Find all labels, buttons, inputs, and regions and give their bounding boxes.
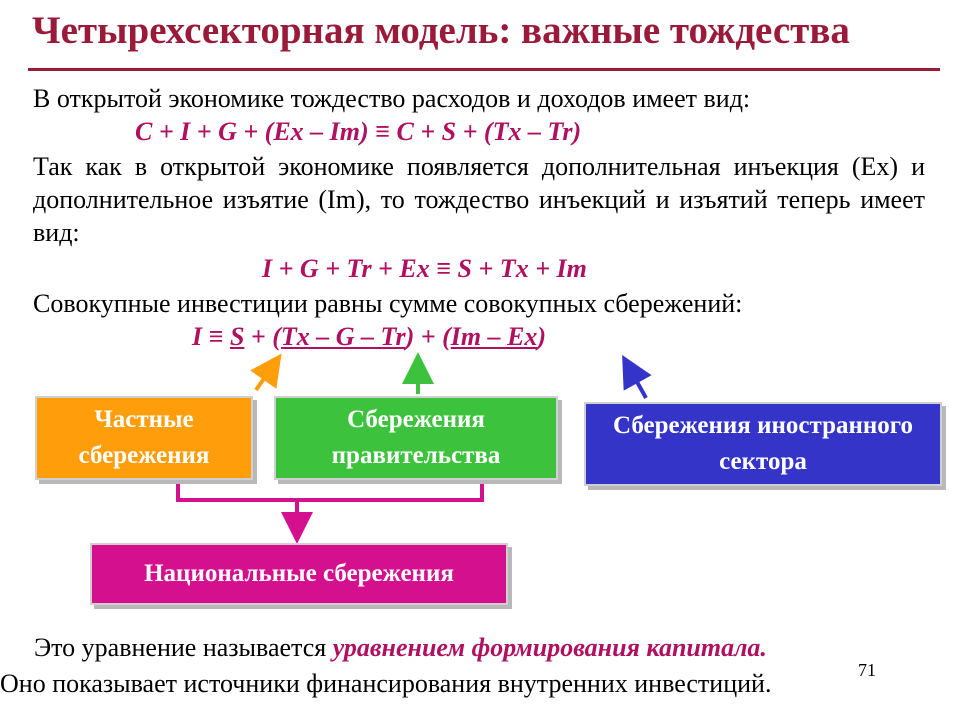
government-savings-term: Tx – G – Tr — [280, 322, 406, 351]
footer-line-2: Оно показывает источники финансирования внутренних инвестиций. — [0, 669, 772, 698]
connector-bracket — [178, 482, 482, 500]
capital-formation-term: уравнением формирования капитала. — [332, 633, 767, 662]
private-savings-label: Частные сбережения — [78, 406, 210, 469]
arrow-private-to-s — [256, 360, 277, 390]
footer-line-1: Это уравнение называется уравнением формирования капитала. — [34, 633, 767, 662]
intro-paragraph: В открытой экономике тождество расходов и доходов имеет вид: — [33, 84, 751, 113]
arrow-foreign-to-im — [626, 362, 646, 398]
foreign-savings-box — [584, 402, 942, 486]
slide-title: Четырехсекторная модель: важные тождества — [32, 9, 850, 52]
page-number: 71 — [858, 660, 876, 680]
national-savings-box — [90, 543, 508, 605]
formula-injections-withdrawals: I + G + Tr + Ex ≡ S + Tx + Im — [262, 254, 587, 283]
private-savings-box — [35, 396, 253, 480]
government-savings-box — [274, 396, 558, 480]
investment-paragraph: Совокупные инвестиции равны сумме совокупных сбережений: — [33, 289, 743, 318]
government-savings-label: Сбережения правительства — [331, 406, 501, 469]
foreign-savings-label: Сбережения иностранного сектора — [612, 412, 914, 475]
injection-paragraph: Так как в открытой экономике появляется дополнительная инъекция (Ex) и дополнительное изъятие (Im), то тождество инъекций и изъятий теперь имеет вид: — [33, 152, 925, 247]
foreign-savings-term: Im – Ex — [450, 322, 538, 351]
formula-expenditure-income: C + I + G + (Ex – Im) ≡ C + S + (Tx – Tr) — [135, 117, 582, 146]
formula-investment-savings: I ≡ S + (Tx – G – Tr) + (Im – Ex) — [192, 322, 547, 351]
private-savings-term: S — [229, 322, 245, 351]
national-savings-label: Национальные сбережения — [144, 560, 454, 587]
